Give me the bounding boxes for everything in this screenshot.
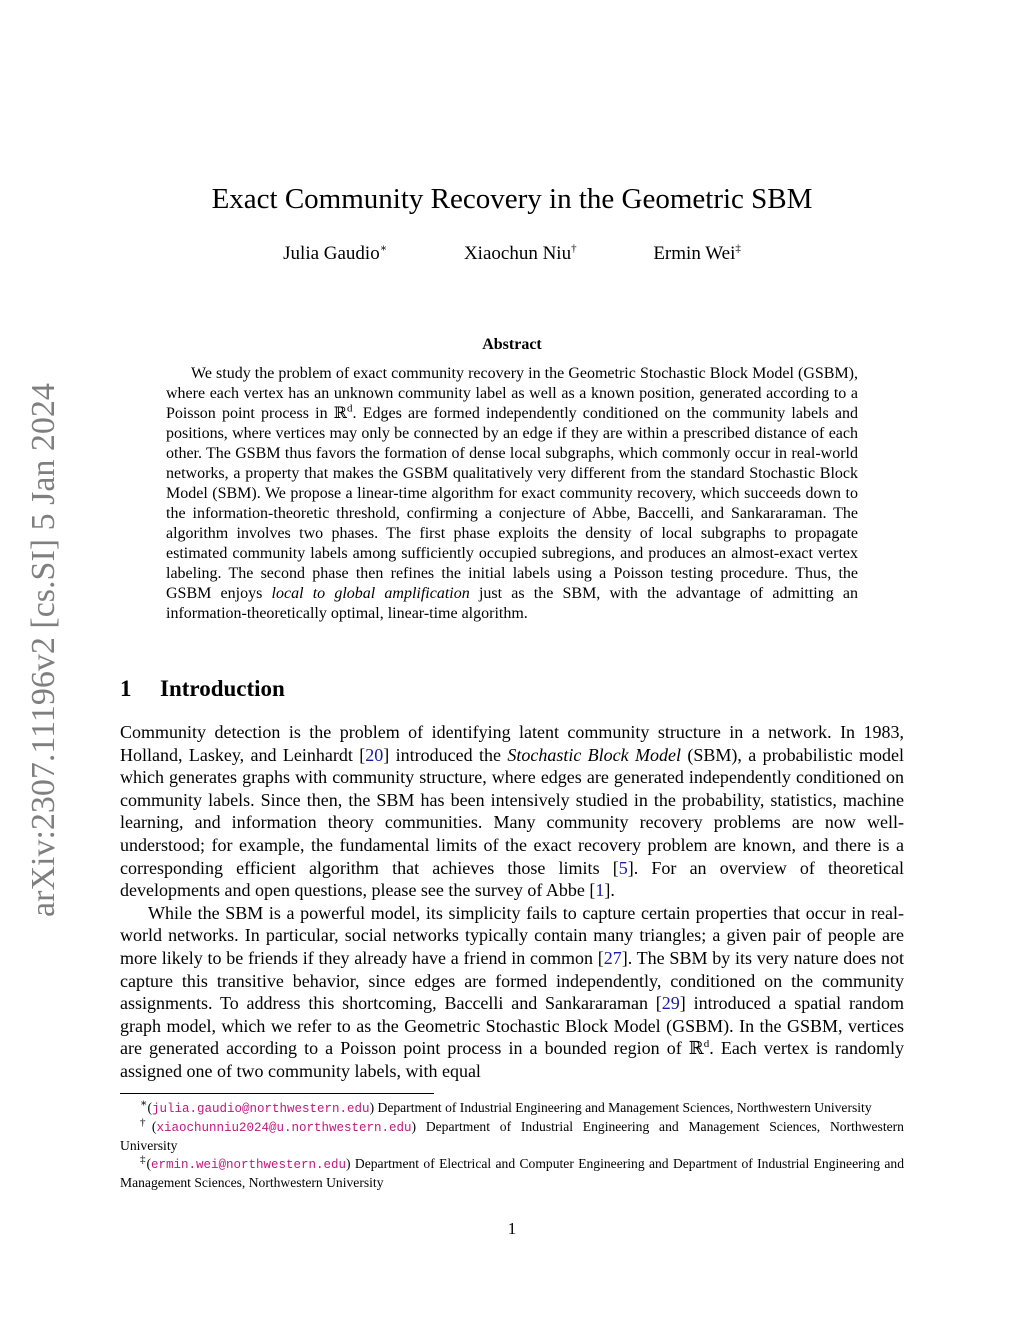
- author-list: [120, 243, 904, 265]
- citation-link[interactable]: 27: [603, 947, 622, 968]
- footnote: ∗(julia.gaudio@northwestern.edu) Department of Industrial Engineering and Management Sciences, Northwestern University: [140, 1097, 872, 1116]
- author-footnote-mark: ‡: [735, 242, 741, 255]
- author-name: Julia Gaudio: [283, 243, 380, 264]
- email-link[interactable]: xiaochunniu2024@u.northwestern.edu: [156, 1121, 412, 1135]
- author: [283, 243, 387, 265]
- footnote-text: Department of Industrial Engineering and Management Sciences, Northwestern University: [120, 1119, 904, 1153]
- footnotes: [120, 1099, 904, 1192]
- paragraph: [120, 902, 904, 1083]
- abstract-text-part: . Edges are formed independently conditioned on the community labels and positions, where vertices may only be connected by an edge if they are within a prescribed distance of each other. The GSBM thus favors the formation of dense local subgraphs, which commonly occur in real-world networks, a property that makes the GSBM qualitatively very different from the standard Stochastic Block Model (SBM). We propose a linear-time algorithm for exact community recovery, which succeeds down to the information-theoretic threshold, confirming a conjecture of Abbe, Baccelli, and Sankararaman. The algorithm involves two phases. The first phase exploits the density of local subgraphs to propagate estimated community labels among sufficiently occupied subregions, and produces an almost-exact vertex labeling. The second phase then refines the initial labels using a Poisson testing procedure. Thus, the GSBM enjoys: [166, 405, 858, 602]
- superscript-d: d: [703, 1038, 710, 1051]
- footnote-mark: ‡: [140, 1153, 147, 1166]
- text-run: ]. The SBM by its very nature does not capture this transitive behavior, since edges are formed independently, conditioned on the community assignments. To address this shortcoming, Baccelli and Sankararaman [: [120, 947, 904, 1014]
- page-number: 1: [507, 1219, 517, 1238]
- author: [653, 243, 741, 265]
- citation-link[interactable]: 20: [365, 744, 384, 765]
- footnote-divider: [120, 1093, 434, 1094]
- author: [464, 243, 577, 265]
- section-heading-introduction: [120, 676, 904, 702]
- emphasized-phrase: local to global amplification: [271, 585, 470, 602]
- citation-link[interactable]: 1: [595, 880, 605, 901]
- paragraph: [120, 721, 904, 902]
- text-run: While the SBM is a powerful model, its simplicity fails to capture certain properties that occur in real-world networks. In particular, social networks typically contain many triangles; a given pair of people are more likely to be friends if they already have a friend in common [: [120, 902, 904, 968]
- text-run: ] introduced the: [383, 744, 508, 765]
- email-link[interactable]: julia.gaudio@northwestern.edu: [152, 1102, 370, 1116]
- footnote-text: Department of Industrial Engineering and Management Sciences, Northwestern University: [377, 1100, 872, 1115]
- abstract-text: [166, 364, 858, 624]
- text-run: (SBM), a probabilistic model which generates graphs with community structure, where edges are generated independently conditioned on community labels. Since then, the SBM has been intensively studied in the probability, statistics, machine learning, and information theory communities. Many community recovery problems are now well-understood; for example, the fundamental limits of the exact recovery problem are known, and there is a corresponding efficient algorithm that achieves those limits [: [120, 744, 904, 878]
- paper-title: Exact Community Recovery in the Geometric SBM: [211, 183, 813, 215]
- footnote: †(xiaochunniu2024@u.northwestern.edu) Department of Industrial Engineering and Management Sciences, Northwestern University: [120, 1116, 904, 1153]
- text-run: ].: [604, 880, 615, 901]
- footnote-mark: †: [140, 1116, 152, 1129]
- footnote-mark: ∗: [140, 1097, 148, 1110]
- email-link[interactable]: ermin.wei@northwestern.edu: [150, 1158, 347, 1172]
- author-footnote-mark: †: [571, 242, 577, 255]
- abstract-heading: Abstract: [482, 336, 542, 353]
- footnote-text: Department of Electrical and Computer Engineering and Department of Industrial Engineering and Management Sciences, Northwestern University: [120, 1156, 904, 1190]
- abstract-text-part: just as the SBM, with the advantage of admitting an information-theoretically optimal, linear-time algorithm.: [166, 585, 859, 622]
- citation-link[interactable]: 5: [618, 857, 628, 878]
- text-run: ]. For an overview of theoretical developments and open questions, please see the survey of Abbe [: [120, 857, 904, 901]
- text-run: . Each vertex is randomly assigned one of two community labels, with equal: [120, 1038, 904, 1081]
- citation-link[interactable]: 29: [661, 993, 680, 1014]
- section-number: 1: [120, 676, 132, 701]
- text-run: Community detection is the problem of identifying latent community structure in a network. In 1983, Holland, Laskey, and Leinhardt [: [120, 722, 904, 765]
- author-footnote-mark: ∗: [379, 242, 388, 255]
- arxiv-identifier: arXiv:2307.11196v2 [cs.SI] 5 Jan 2024: [25, 383, 62, 917]
- author-name: Ermin Wei: [653, 243, 736, 264]
- author-name: Xiaochun Niu: [463, 243, 572, 264]
- text-run: ] introduced a spatial random graph model, which we refer to as the Geometric Stochastic Block Model (GSBM). In the GSBM, vertices are generated according to a Poisson point process in a bounded region of ℝ: [120, 993, 904, 1059]
- section-title: Introduction: [160, 676, 285, 701]
- abstract-text-part: We study the problem of exact community recovery in the Geometric Stochastic Block Model (GSBM), where each vertex has an unknown community label as well as a known position, generated according to a Poisson point process in ℝ: [166, 365, 858, 422]
- introduction-body: [120, 721, 904, 1083]
- footnote: ‡(ermin.wei@northwestern.edu) Department of Electrical and Computer Engineering and Department of Industrial Engineering and Management Sciences, Northwestern University: [120, 1153, 904, 1190]
- superscript-d: d: [347, 402, 353, 415]
- emphasized-term: Stochastic Block Model: [507, 744, 682, 765]
